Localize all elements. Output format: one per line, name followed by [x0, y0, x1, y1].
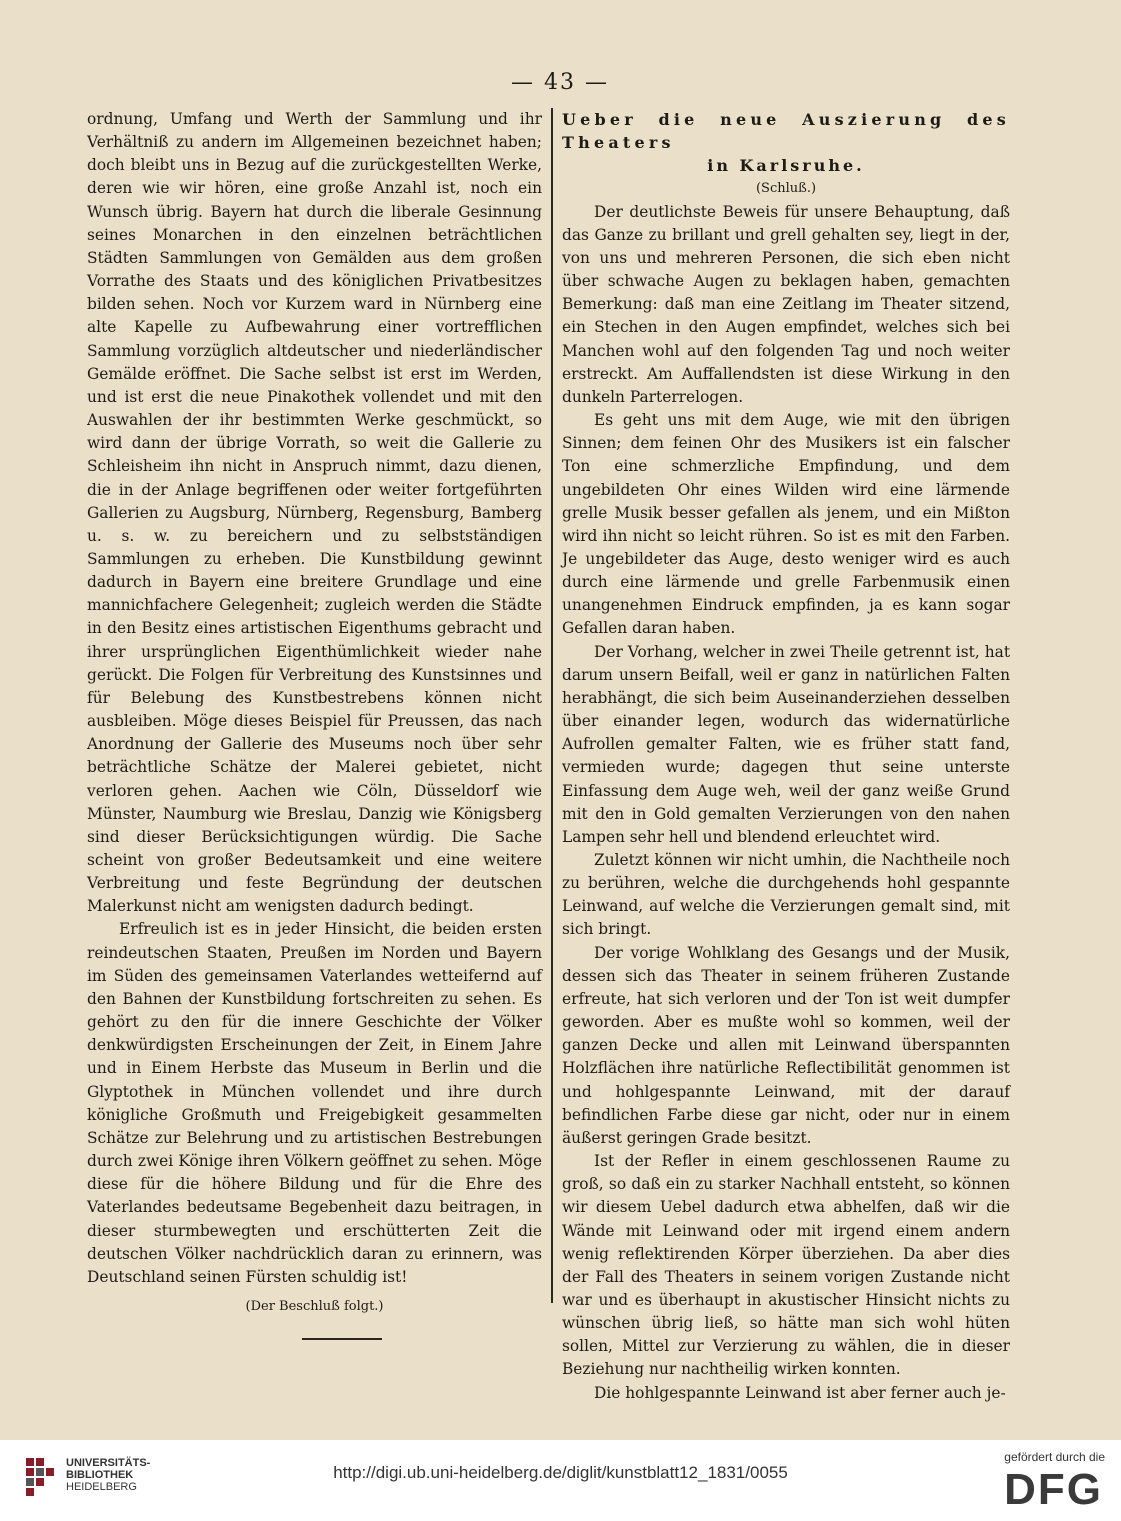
library-name-line3: HEIDELBERG	[66, 1481, 137, 1493]
right-paragraph-2: Es geht uns mit dem Auge, wie mit den übrigen Sinnen; dem feinen Ohr des Musikers ist ein falscher Ton eine schmerzliche Empfindung, und dem ungebildeten Ohr eines Wilden wird eine lärmende grelle Musik besser gefallen als jenem, und ein Mißton wird ihn nicht so leicht rühren. So ist es mit den Farben. Je ungebildeter das Auge, desto weniger wird es auch durch eine lärmende und grelle Farbenmusik einen unangenehmen Eindruck empfinden, ja es kann sogar Gefallen daran haben.	[562, 411, 1010, 638]
article-status: (Schluß.)	[755, 181, 817, 197]
right-paragraph-3: Der Vorhang, welcher in zwei Theile getrennt ist, hat darum unsern Beifall, weil er ganz in natürlichen Falten herabhängt, die sich beim Auseinanderziehen desselben über einander legen, wodurch das widernatürliche Aufrollen gemalter Falten, wie es früher statt fand, vermieden wurde; dagegen thut seine unterste Einfassung dem Auge weh, weil der ganz weiße Grund mit den in Gold gemalten Verzierungen von den nahen Lampen sehr hell und blendend erleuchtet wird.	[562, 642, 1010, 846]
permalink-url[interactable]: http://digi.ub.uni-heidelberg.de/diglit/kunstblatt12_1831/0055	[333, 1463, 788, 1482]
left-paragraph-2: Erfreulich ist es in jeder Hinsicht, die beiden ersten reindeutschen Staaten, Preußen im Norden und Bayern im Süden des gemeinsamen Vaterlandes wetteifernd auf den Bahnen der Kunstbildung fortschreiten zu sehen. Es gehört zu den für die innere Geschichte der Völker denkwürdigsten Erscheinungen der Zeit, in Einem Jahre und in Einem Herbste das Museum in Berlin und die Glyptothek in München vollendet und ihre durch königliche Großmuth und Freigebigkeit gesammelten Schätze zur Belehrung und zu artistischen Bestrebungen durch zwei Könige ihren Völkern geöffnet zu sehen. Möge diese für die höhere Bildung und für die Ehre des Vaterlandes bedeutsame Begebenheit dazu beitragen, in dieser sturmbewegten und erschütterten Zeit die deutschen Völker nachdrücklich daran zu erinnern, was Deutschland seinen Fürsten schuldig ist!	[87, 920, 542, 1286]
library-name-line1: UNIVERSITÄTS-	[66, 1457, 151, 1469]
right-paragraph-6: Ist der Refler in einem geschlossenen Raume zu groß, so daß ein zu starker Nachhall entsteht, so können wir diesem Uebel dadurch etwa abhelfen, daß wir die Wände mit Leinwand oder mit irgend einem andern wenig reflektirenden Körper überziehen. Da aber dies der Fall des Theaters in seinem vorigen Zustande nicht war und es überhaupt in akustischer Hinsicht nichts zu wünschen übrig ließ, so hätte man sich wohl hüten sollen, Mittel zur Verzierung zu wählen, die in dieser Beziehung nur nachtheilig wirken konnten.	[562, 1152, 1010, 1379]
left-column	[87, 108, 542, 1340]
funder-text: gefördert durch die	[1004, 1450, 1105, 1464]
column-divider	[551, 108, 553, 1303]
article-title: Ueber die neue Auszierung des Theaters	[562, 110, 1010, 153]
right-paragraph-4: Zuletzt können wir nicht umhin, die Nachtheile noch zu berühren, welche die durchgehends hohl gespannte Leinwand, auf welche die Verzierungen gemalt sind, mit sich bringt.	[562, 851, 1010, 939]
dfg-logo[interactable]: DFG	[1004, 1465, 1103, 1514]
page-number: — 43 —	[511, 70, 609, 95]
right-paragraph-1: Der deutlichste Beweis für unsere Behauptung, daß das Ganze zu brillant und grell gehalten sey, liegt in der, von uns und mehreren Personen, die sich eben nicht über schwache Augen zu beklagen haben, gemachten Bemerkung: daß man eine Zeitlang im Theater sitzend, ein Stechen in den Augen empfindet, welches sich bei Manchen wohl auf den folgenden Tag und noch weiter erstreckt. Am Auffallendsten ist diese Wirkung in den dunkeln Parterrelogen.	[562, 202, 1010, 406]
left-paragraph-1: ordnung, Umfang und Werth der Sammlung und ihr Verhältniß zu andern im Allgemeinen bezeichnet haben; doch bleibt uns in Bezug auf die zurückgestellten Werke, deren wie wir hören, eine große Anzahl ist, noch ein Wunsch übrig. Bayern hat durch die liberale Gesinnung seines Monarchen in den einzelnen beträchtlichen Städten Sammlungen von Gemälden aus dem großen Vorrathe des Staats und des königlichen Privatbesitzes bilden sehen. Noch vor Kurzem ward in Nürnberg eine alte Kapelle zu Aufbewahrung einer vortrefflichen Sammlung vorzüglich altdeutscher und niederländischer Gemälde eröffnet. Die Sache selbst ist erst im Werden, und ist erst die neue Pinakothek vollendet und mit den Auswahlen der ihr bestimmten Werke geschmückt, so wird dann der übrige Vorrath, so weit die Gallerie zu Schleisheim ihn nicht in Anspruch nimmt, dazu dienen, die in der Anlage begriffenen oder weiter fortgeführten Gallerien zu Augsburg, Nürnberg, Regensburg, Bamberg u. s. w. zu bereichern und zu selbstständigen Sammlungen zu erheben. Die Kunstbildung gewinnt dadurch in Bayern eine breitere Grundlage und eine mannichfachere Gelegenheit; zugleich werden die Städte in den Besitz eines artistischen Eigenthums gebracht und ihrer ursprünglichen Eigenthümlichkeit wieder nahe gerückt. Die Folgen für Verbreitung des Kunstsinnes und für Belebung des Kunstbestrebens können nicht ausbleiben. Möge dieses Beispiel für Preussen, das nach Anordnung der Gallerie des Museums noch über sehr beträchtliche Schätze der Malerei gebietet, nicht verloren gehen. Aachen wie Cöln, Düsseldorf wie Münster, Naumburg wie Breslau, Danzig wie Königsberg sind dieser Berücksichtigungen würdig. Die Sache scheint von großer Bedeutsamkeit und eine weitere Verbreitung und feste Begründung der deutschen Malerkunst nicht am wenigsten dadurch bedingt.	[87, 110, 542, 916]
section-rule	[302, 1338, 382, 1340]
right-column	[562, 108, 1010, 1405]
right-paragraph-5: Der vorige Wohlklang des Gesangs und der Musik, dessen sich das Theater in seinem früheren Zustande erfreute, hat sich verloren und der Ton ist weit dumpfer geworden. Aber es mußte wohl so kommen, weil der ganzen Decke und allen mit Leinwand überspannten Holzflächen ihre natürliche Reflectibilität genommen ist und hohlgespannte Leinwand, mit der darauf befindlichen Farbe diese gar nicht, oder nur in einem äußerst geringen Grade besitzt.	[562, 943, 1010, 1147]
library-name-line2: BIBLIOTHEK	[66, 1469, 134, 1481]
right-paragraph-7: Die hohlgespannte Leinwand ist aber ferner auch je-	[594, 1383, 1006, 1402]
continuation-note: (Der Beschluß folgt.)	[245, 1298, 384, 1314]
footer-bar	[0, 1440, 1121, 1521]
article-subtitle: in Karlsruhe.	[707, 156, 865, 176]
